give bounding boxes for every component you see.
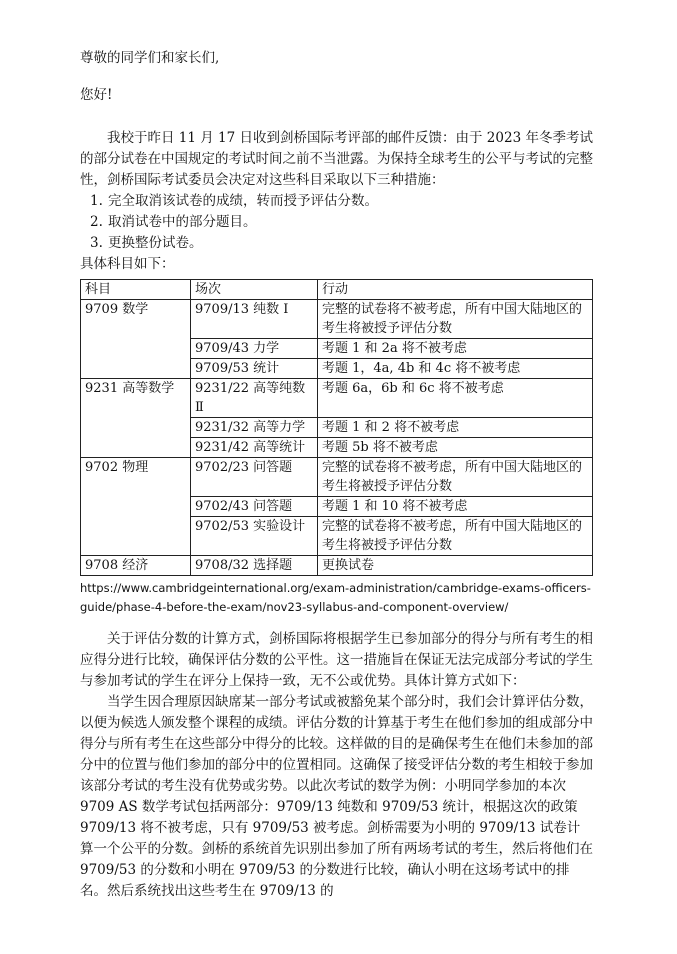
list-item: 1. 完全取消该试卷的成绩，转而授予评估分数。 (90, 193, 378, 209)
session-cell: 9702/23 问答题 (191, 458, 318, 497)
session-cell: 9709/43 力学 (191, 339, 318, 359)
table-row (81, 300, 593, 339)
letter-greeting: 尊敬的同学们和家长们, (80, 50, 220, 66)
subject-cell: 9231 高等数学 (81, 379, 191, 458)
action-cell: 考题 6a，6b 和 6c 将不被考虑 (318, 379, 593, 418)
action-cell: 考题 1，4a, 4b 和 4c 将不被考虑 (318, 359, 593, 379)
column-header: 行动 (318, 280, 593, 300)
action-cell: 考题 1 和 2 将不被考虑 (318, 418, 593, 438)
session-cell: 9702/53 实验设计 (191, 517, 318, 556)
action-cell: 更换试卷 (318, 556, 593, 576)
column-header: 科目 (81, 280, 191, 300)
session-cell: 9708/32 选择题 (191, 556, 318, 576)
measures-list (80, 191, 593, 254)
source-url[interactable]: https://www.cambridgeinternational.org/exam-administration/cambridge-exams-officers-guide/phase-4-before-the-exam/nov23-syllabus-and-component-overview/ (80, 581, 591, 614)
subject-cell: 9702 物理 (81, 458, 191, 556)
list-item: 3. 更换整份试卷。 (90, 235, 203, 251)
session-cell: 9702/43 问答题 (191, 497, 318, 517)
session-cell: 9231/42 高等统计 (191, 438, 318, 458)
letter-hello: 您好! (80, 87, 113, 103)
subject-cell: 9709 数学 (81, 300, 191, 379)
action-cell: 完整的试卷将不被考虑，所有中国大陆地区的考生将被授予评估分数 (318, 458, 593, 497)
subject-cell: 9708 经济 (81, 556, 191, 576)
action-cell: 完整的试卷将不被考虑，所有中国大陆地区的考生将被授予评估分数 (318, 300, 593, 339)
session-cell: 9709/13 纯数 Ⅰ (191, 300, 318, 339)
detail-paragraph: 当学生因合理原因缺席某一部分考试或被豁免某个部分时，我们会计算评估分数，以便为候选人颁发整个课程的成绩。评估分数的计算基于考生在他们参加的组成部分中得分与所有考生在这些部分中得分的比较。这样做的目的是确保考生在他们未参加的部分中的位置与他们参加的部分中的位置相同。这确保了接受评估分数的考生相较于参加该部分考试的考生没有优势或劣势。以此次考试的数学为例：小明同学参加的本次 9709 AS 数学考试包括两部分：9709/13 纯数和 9709/53 统计，根据这次的政策 9709/13 将不被考虑，只有 9709/53 被考虑。剑桥需要为小明的 9709/13 试卷计算一个公平的分数。剑桥的系统首先识别出参加了所有两场考试的考生，然后将他们在 9709/53 的分数和小明在 9709/53 的分数进行比较，确认小明在这场考试中的排名。然后系统找出这些考生在 9709/13 的 (80, 694, 593, 899)
action-cell: 考题 5b 将不被考虑 (318, 438, 593, 458)
table-header-row (81, 280, 593, 300)
action-cell: 考题 1 和 2a 将不被考虑 (318, 339, 593, 359)
action-cell: 考题 1 和 10 将不被考虑 (318, 497, 593, 517)
column-header: 场次 (191, 280, 318, 300)
session-cell: 9231/32 高等力学 (191, 418, 318, 438)
table-row (81, 556, 593, 576)
subject-table (80, 279, 593, 576)
list-item: 2. 取消试卷中的部分题目。 (90, 214, 257, 230)
table-row (81, 458, 593, 497)
session-cell: 9231/22 高等纯数 Ⅱ (191, 379, 318, 418)
action-cell: 完整的试卷将不被考虑，所有中国大陆地区的考生将被授予评估分数 (318, 517, 593, 556)
table-row (81, 379, 593, 418)
session-cell: 9709/53 统计 (191, 359, 318, 379)
assessment-paragraph: 关于评估分数的计算方式，剑桥国际将根据学生已参加部分的得分与所有考生的相应得分进行比较，确保评估分数的公平性。这一措施旨在保证无法完成部分考试的学生与参加考试的学生在评分上保持一致，无不公或优势。具体计算方式如下： (80, 631, 593, 689)
intro-paragraph: 我校于昨日 11 月 17 日收到剑桥国际考评部的邮件反馈：由于 2023 年冬季考试的部分试卷在中国规定的考试时间之前不当泄露。为保持全球考生的公平与考试的完整性，剑桥国际考试委员会决定对这些科目采取以下三种措施： (80, 130, 593, 188)
table-intro: 具体科目如下： (80, 256, 175, 272)
